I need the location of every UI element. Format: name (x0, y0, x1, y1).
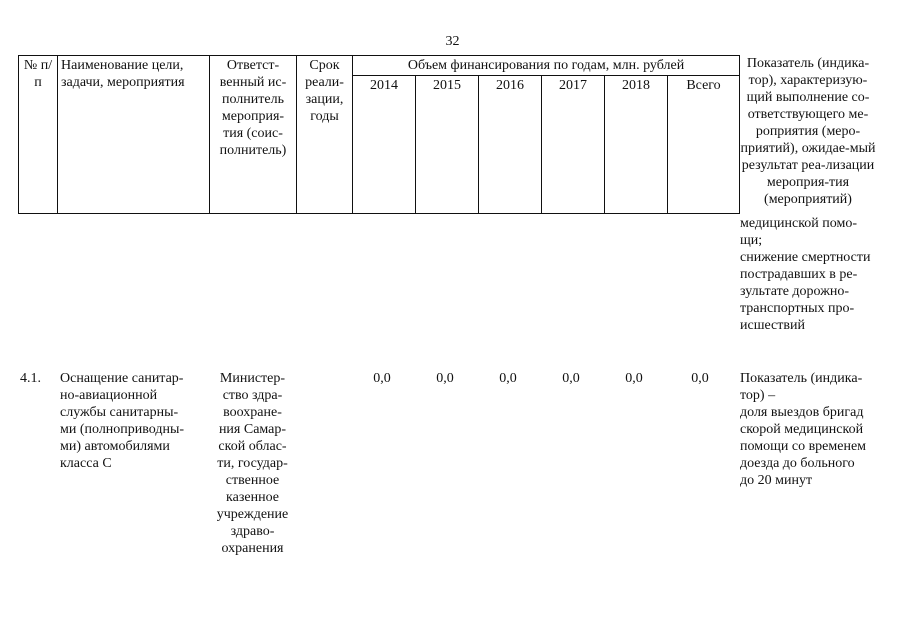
header-responsible: Ответст-венный ис-полнитель мероприя-тия (соис-полнитель) (210, 56, 297, 214)
row-name-line: класса С (60, 456, 112, 471)
header-term: Срок реали-зации, годы (297, 56, 353, 214)
row-responsible-line: учреждение (216, 507, 289, 522)
row-indicator-line: помощи со временем (740, 439, 867, 454)
row-indicator-line: Показатель (индика- (740, 371, 863, 386)
header-year-2015: 2015 (416, 76, 479, 214)
continuation-line: щи; (740, 233, 763, 248)
row-name-line: Оснащение санитар- (60, 371, 184, 386)
row-responsible-line: воохране- (223, 405, 282, 420)
continuation-line: транспортных про- (740, 301, 855, 316)
row-value-2018: 0,0 (625, 371, 643, 386)
continuation-text (740, 215, 876, 334)
row-name-line: службы санитарны- (60, 405, 179, 420)
header-funding-title: Объем финансирования по годам, млн. рублей (353, 56, 740, 76)
row-value-2014: 0,0 (373, 371, 391, 386)
page-number: 32 (445, 34, 460, 49)
row-responsible-line: охранения (221, 541, 284, 556)
row-name-line: ми (полноприводны- (60, 422, 185, 437)
row-indicator (740, 370, 880, 489)
row-name (60, 370, 206, 472)
row-responsible-line: ти, государ- (217, 456, 288, 471)
row-indicator-line: доезда до больного (740, 456, 855, 471)
row-indicator-line: до 20 минут (740, 473, 813, 488)
row-indicator-line: скорой медицинской (740, 422, 864, 437)
row-number: 4.1. (20, 371, 41, 386)
row-indicator-line: тор) – (740, 388, 776, 403)
row-indicator-line: доля выездов бригад (740, 405, 864, 420)
continuation-line: зультате дорожно- (740, 284, 850, 299)
row-responsible-line: ской облас- (218, 439, 287, 454)
row-responsible-line: ство здра- (222, 388, 283, 403)
header-num: № п/п (19, 56, 58, 214)
row-responsible-line: ственное (225, 473, 280, 488)
row-responsible (210, 370, 295, 557)
header-table (18, 55, 740, 214)
header-name: Наименование цели, задачи, мероприятия (58, 56, 210, 214)
row-name-line: ми) автомобилями (60, 439, 170, 454)
header-year-2018: 2018 (605, 76, 668, 214)
row-responsible-line: ния Самар- (218, 422, 287, 437)
header-indicator: Показатель (индика-тор), характеризую-щий выполнение со-ответствующего ме-роприятия (меро-приятий), ожидае-мый результат реа-лизации мероприя-тия (мероприятий) (740, 56, 876, 207)
row-value-2015: 0,0 (436, 371, 454, 386)
header-year-2017: 2017 (542, 76, 605, 214)
row-responsible-line: казенное (226, 490, 279, 505)
header-year-2014: 2014 (353, 76, 416, 214)
row-value-2017: 0,0 (562, 371, 580, 386)
row-responsible-line: здраво- (230, 524, 275, 539)
continuation-line: исшествий (740, 318, 805, 333)
row-value-total: 0,0 (691, 371, 709, 386)
header-year-2016: 2016 (479, 76, 542, 214)
continuation-line: пострадавших в ре- (740, 267, 858, 282)
row-value-2016: 0,0 (499, 371, 517, 386)
continuation-line: снижение смертности (740, 250, 871, 265)
row-name-line: но-авиационной (60, 388, 158, 403)
row-responsible-line: Министер- (219, 371, 286, 386)
continuation-line: медицинской помо- (740, 216, 858, 231)
header-total: Всего (668, 76, 740, 214)
